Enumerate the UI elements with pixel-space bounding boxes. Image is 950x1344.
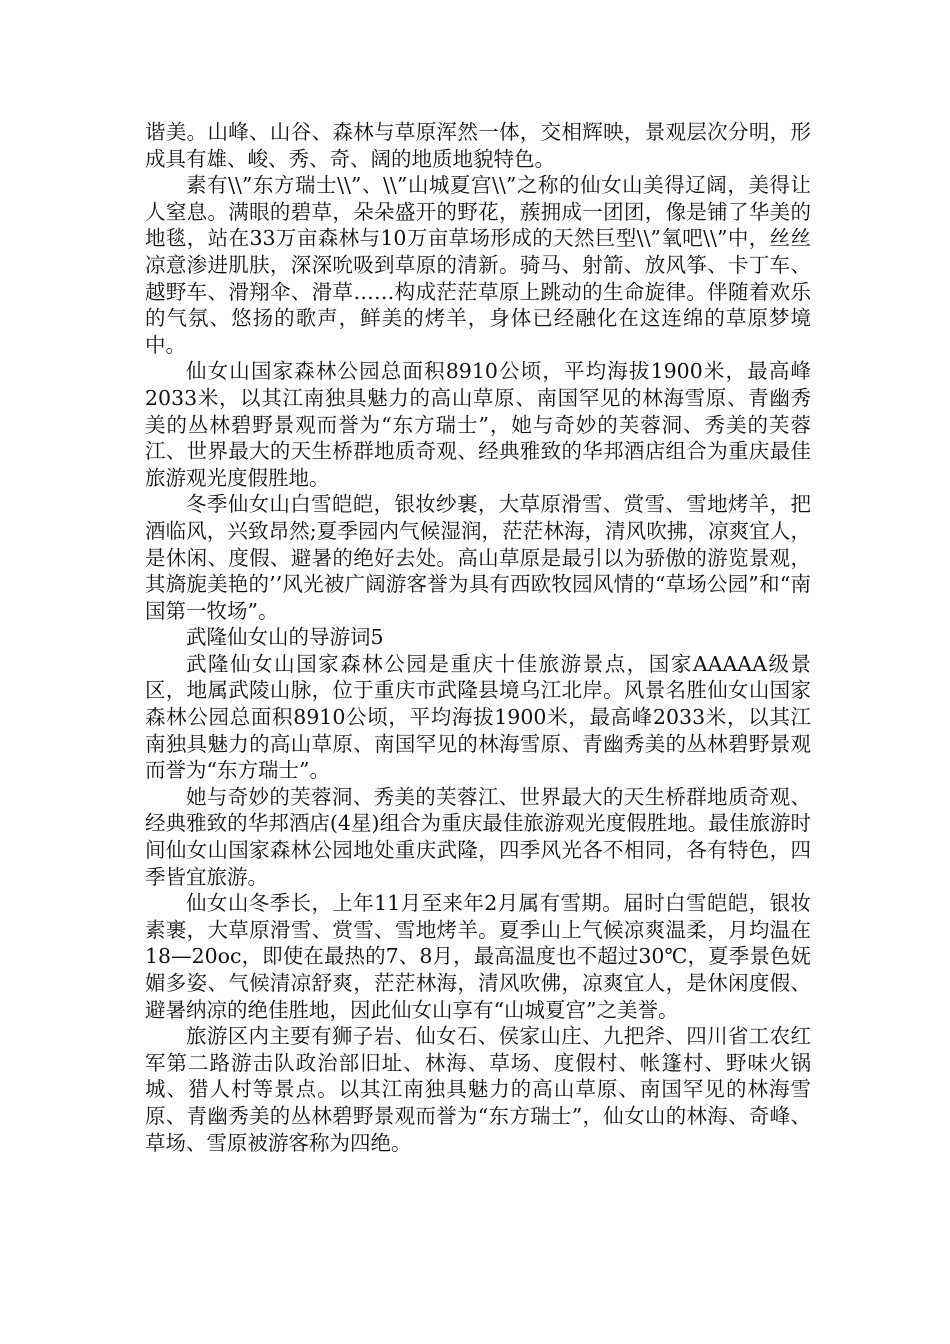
document-body [145, 119, 811, 1156]
paragraph-6: 她与奇妙的芙蓉洞、秀美的芙蓉江、世界最大的天生桥群地质奇观、经典雅致的华邦酒店(4星)组合为重庆最佳旅游观光度假胜地。最佳旅游时间仙女山国家森林公园地处重庆武隆，四季风光各不相同，各有特色，四季皆宜旅游。 [145, 784, 811, 889]
paragraph-3: 仙女山国家森林公园总面积8910公顷，平均海拔1900米，最高峰2033米，以其江南独具魅力的高山草原、南国罕见的林海雪原、青幽秀美的丛林碧野景观而誉为“东方瑞士”，她与奇妙的芙蓉洞、秀美的芙蓉江、世界最大的天生桥群地质奇观、经典雅致的华邦酒店组合为重庆最佳旅游观光度假胜地。 [145, 359, 811, 490]
paragraph-8: 旅游区内主要有狮子岩、仙女石、侯家山庄、九把斧、四川省工农红军第二路游击队政治部旧址、林海、草场、度假村、帐篷村、野味火锅城、猎人村等景点。以其江南独具魅力的高山草原、南国罕见的林海雪原、青幽秀美的丛林碧野景观而誉为“东方瑞士”，仙女山的林海、奇峰、草场、雪原被游客称为四绝。 [145, 1024, 811, 1155]
paragraph-4: 冬季仙女山白雪皑皑，银妆纱裹，大草原滑雪、赏雪、雪地烤羊，把酒临风，兴致昂然;夏季园内气候湿润，茫茫林海，清风吹拂，凉爽宜人，是休闲、度假、避暑的绝好去处。高山草原是最引以为骄傲的游览景观，其旖旎美艳的’’风光被广阔游客誉为具有西欧牧园风情的“草场公园”和“南国第一牧场”。 [145, 492, 811, 623]
paragraph-5: 武隆仙女山国家森林公园是重庆十佳旅游景点，国家AAAAA级景区，地属武陵山脉，位于重庆市武隆县境乌江北岸。风景名胜仙女山国家森林公园总面积8910公顷，平均海拔1900米，最高峰2033米，以其江南独具魅力的高山草原、南国罕见的林海雪原、青幽秀美的丛林碧野景观而誉为“东方瑞士”。 [145, 651, 811, 783]
paragraph-1: 谐美。山峰、山谷、森林与草原浑然一体，交相辉映，景观层次分明，形成具有雄、峻、秀、奇、阔的地质地貌特色。 [145, 120, 811, 171]
section-heading: 武隆仙女山的导游词5 [186, 625, 384, 650]
paragraph-2: 素有\\”东方瑞士\\”、\\”山城夏宫\\”之称的仙女山美得辽阔，美得让人窒息。满眼的碧草，朵朵盛开的野花，蔟拥成一团团，像是铺了华美的地毯，站在33万亩森林与10万亩草场形成的天然巨型\\”氧吧\\”中，丝丝凉意渗进肌肤，深深吮吸到草原的清新。骑马、射箭、放风筝、卡丁车、越野车、滑翔伞、滑草……构成茫茫草原上跳动的生命旋律。伴随着欢乐的气氛、悠扬的歌声，鲜美的烤羊，身体已经融化在这连绵的草原梦境中。 [145, 173, 811, 357]
paragraph-7: 仙女山冬季长，上年11月至来年2月属有雪期。届时白雪皑皑，银妆素裹，大草原滑雪、赏雪、雪地烤羊。夏季山上气候凉爽温柔，月均温在18—20oc，即使在最热的7、8月，最高温度也不超过30℃，夏季景色妩媚多姿、气候清凉舒爽，茫茫林海，清风吹佛，凉爽宜人，是休闲度假、避暑纳凉的绝佳胜地，因此仙女山享有“山城夏宫”之美誉。 [145, 891, 811, 1022]
